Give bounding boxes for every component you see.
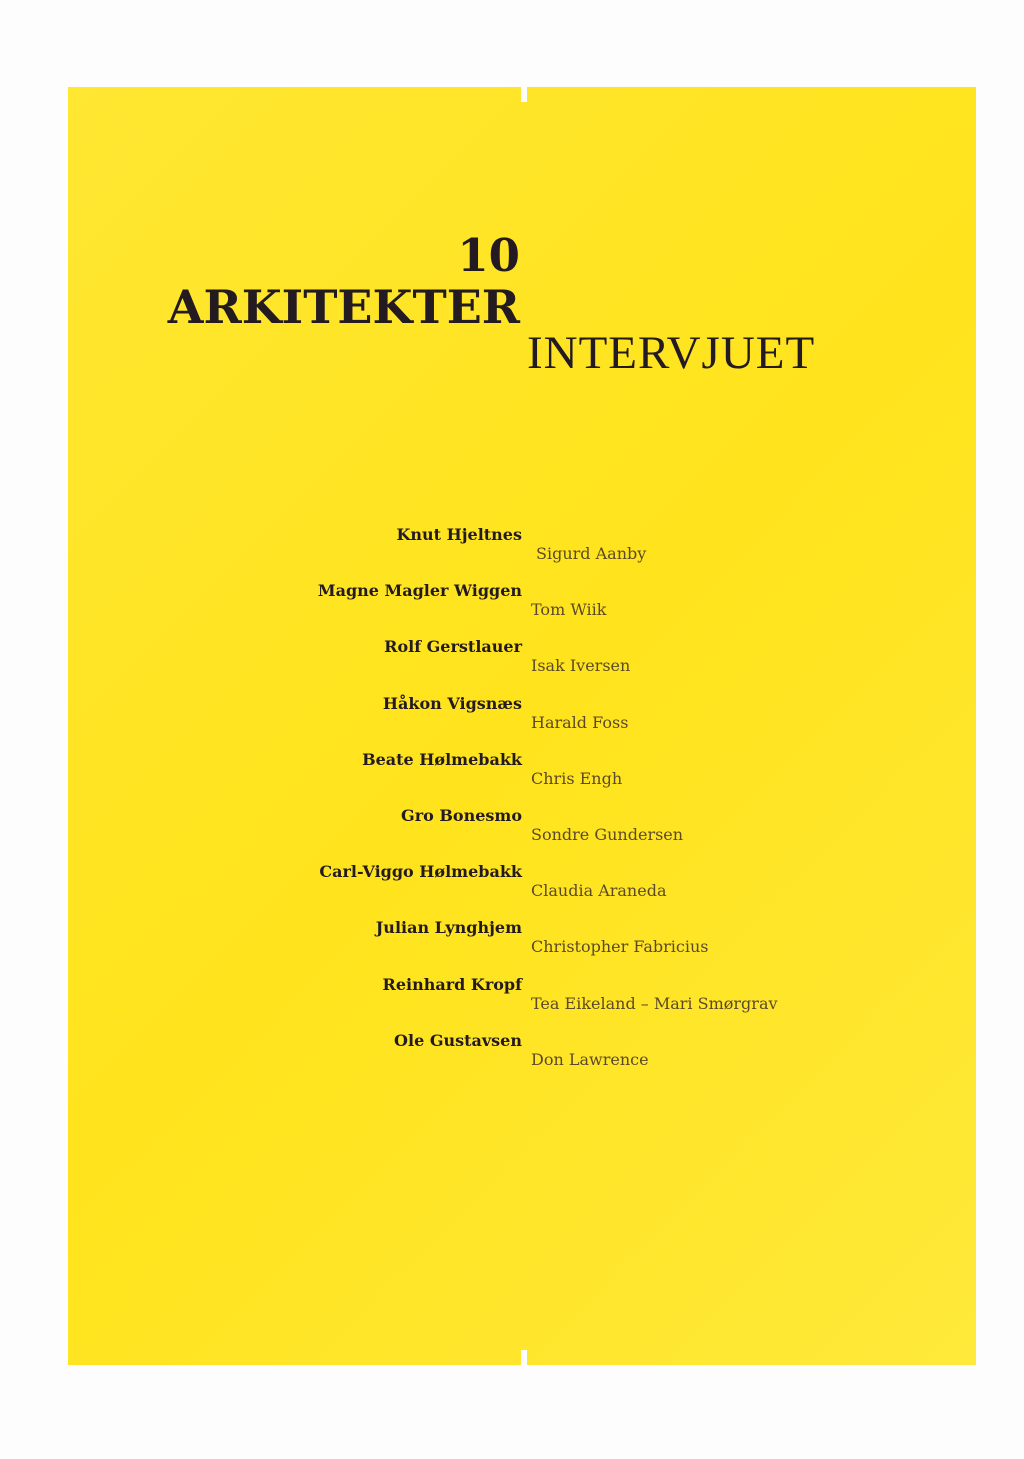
top-notch xyxy=(521,87,527,102)
interviewer-name: Chris Engh xyxy=(531,768,623,788)
list-item xyxy=(68,637,976,693)
list-item xyxy=(68,975,976,1031)
list-item xyxy=(68,581,976,637)
interviewer-name: Sondre Gundersen xyxy=(531,825,684,844)
list-item xyxy=(68,525,976,581)
architect-name: Reinhard Kropf xyxy=(382,974,522,994)
interviewer-name: Tom Wiik xyxy=(531,600,607,620)
interviewer-name: Don Lawrence xyxy=(531,1049,649,1069)
interviewer-name: Tea Eikeland – Mari Smørgrav xyxy=(531,993,778,1013)
architect-name: Håkon Vigsnæs xyxy=(382,693,522,713)
architect-name: Knut Hjeltnes xyxy=(396,525,522,544)
architect-name: Magne Magler Wiggen xyxy=(317,581,522,601)
list-item xyxy=(68,862,976,918)
architect-name: Beate Hølmebakk xyxy=(362,749,522,769)
title-line1: ARKITEKTER xyxy=(167,280,520,334)
list-item xyxy=(68,806,976,862)
interviewer-name: Sigurd Aanby xyxy=(536,544,647,563)
title-line2: INTERVJUET xyxy=(527,327,816,379)
list-item xyxy=(68,750,976,806)
list-item xyxy=(68,1031,976,1087)
architect-name: Carl-Viggo Hølmebakk xyxy=(319,862,522,882)
interviewer-name: Isak Iversen xyxy=(531,656,631,676)
list-item xyxy=(68,918,976,974)
interviewer-name: Claudia Araneda xyxy=(531,881,667,901)
architect-name: Ole Gustavsen xyxy=(394,1030,522,1050)
architect-name: Rolf Gerstlauer xyxy=(384,637,522,657)
bottom-notch xyxy=(521,1350,527,1365)
architect-name: Gro Bonesmo xyxy=(401,806,522,825)
interviewer-name: Christopher Fabricius xyxy=(531,937,709,957)
yellow-page xyxy=(68,87,976,1365)
interviewer-name: Harald Foss xyxy=(531,712,629,732)
architect-name: Julian Lynghjem xyxy=(375,918,522,938)
list-item xyxy=(68,694,976,750)
title-number: 10 xyxy=(457,229,520,282)
